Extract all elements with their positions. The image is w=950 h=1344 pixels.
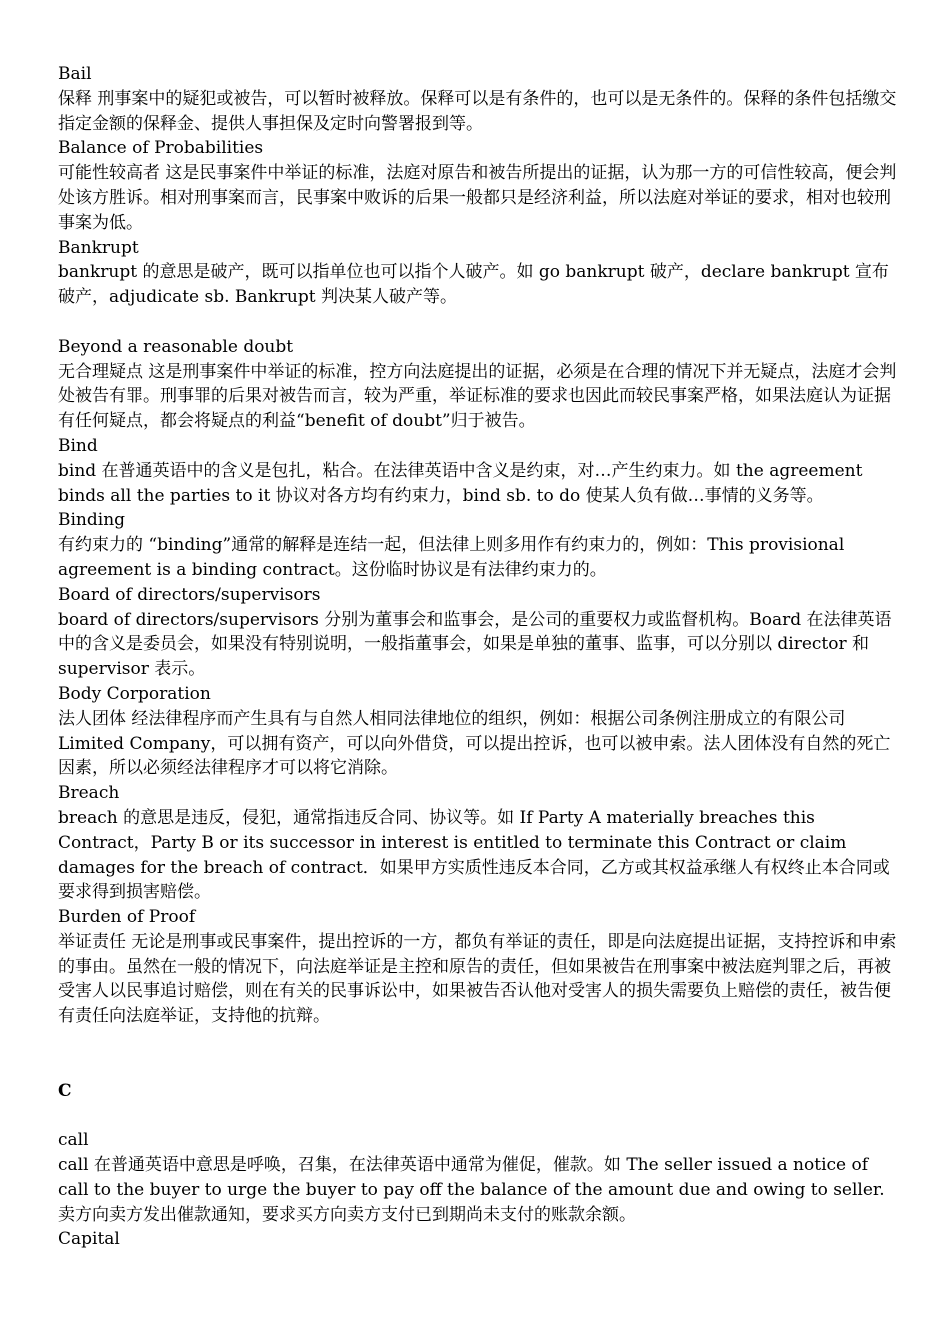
term-definition: 无合理疑点 这是刑事案件中举证的标准，控方向法庭提出的证据，必须是在合理的情况下并无疑点，法庭才会判处被告有罪。刑事罪的后果对被告而言，较为严重，举证标准的要求也因此而较民事案严格，如果法庭认为证据有任何疑点，都会将疑点的利益“benefit of doubt”归于被告。 bbox=[58, 361, 897, 432]
term-definition: 法人团体 经法律程序而产生具有与自然人相同法律地位的组织，例如：根据公司条例注册成立的有限公司 Limited Company，可以拥有资产，可以向外借贷，可以提出控诉，也可以被申索。法人团体没有自然的死亡因素，所以必须经法律程序才可以将它消除。 bbox=[58, 708, 891, 779]
term-definition: 保释 刑事案中的疑犯或被告，可以暂时被释放。保释可以是有条件的，也可以是无条件的。保释的条件包括缴交指定金额的保释金、提供人事担保及定时向警署报到等。 bbox=[58, 88, 897, 134]
term-heading: Burden of Proof bbox=[58, 907, 196, 928]
entry-capital bbox=[58, 1227, 900, 1252]
term-definition: 可能性较高者 这是民事案件中举证的标准，法庭对原告和被告所提出的证据，认为那一方的可信性较高，便会判处该方胜诉。相对刑事案而言，民事案中败诉的后果一般都只是经济利益，所以法庭对举证的要求，相对也较刑事案为低。 bbox=[58, 163, 897, 233]
blank-line bbox=[58, 1103, 900, 1128]
entry-call bbox=[58, 1128, 900, 1227]
section-heading: C bbox=[58, 1080, 72, 1101]
entry-bind bbox=[58, 434, 900, 508]
term-heading: Breach bbox=[58, 783, 120, 804]
term-heading: Beyond a reasonable doubt bbox=[58, 336, 294, 357]
term-heading: Capital bbox=[58, 1229, 120, 1250]
term-heading: Bind bbox=[58, 435, 98, 456]
term-heading: Balance of Probabilities bbox=[58, 138, 264, 159]
term-definition: bankrupt 的意思是破产，既可以指单位也可以指个人破产。如 go bankrupt 破产，declare bankrupt 宣布破产，adjudicate sb. Bankrupt 判决某人破产等。 bbox=[58, 262, 889, 308]
term-definition: board of directors/supervisors 分别为董事会和监事会，是公司的重要权力或监督机构。Board 在法律英语中的含义是委员会，如果没有特别说明，一般指董事会，如果是单独的董事、监事，可以分别以 director 和 supervisor 表示。 bbox=[58, 609, 892, 680]
entry-board-of-directors bbox=[58, 583, 900, 682]
entry-binding bbox=[58, 508, 900, 582]
section-gap bbox=[58, 1029, 900, 1079]
term-definition: breach 的意思是违反，侵犯，通常指违反合同、协议等。如 If Party A materially breaches this Contract，Party B or its successor in interest is entitled to terminate this Contract or claim damages for the breach of contract．如果甲方实质性违反本合同，乙方或其权益承继人有权终止本合同或要求得到损害赔偿。 bbox=[58, 807, 890, 903]
entry-bankrupt bbox=[58, 236, 900, 310]
term-heading: call bbox=[58, 1130, 89, 1151]
entry-body-corporation bbox=[58, 682, 900, 781]
entry-bail bbox=[58, 62, 900, 136]
term-definition: call 在普通英语中意思是呼唤，召集，在法律英语中通常为催促，催款。如 The seller issued a notice of call to the buyer to urge the buyer to pay off the balance of the amount due and owing to seller.卖方向卖方发出催款通知，要求买方向卖方支付已到期尚未支付的账款余额。 bbox=[58, 1155, 885, 1225]
term-definition: bind 在普通英语中的含义是包扎，粘合。在法律英语中含义是约束，对…产生约束力。如 the agreement binds all the parties to it 协议对各方均有约束力，bind sb. to do 使某人负有做…事情的义务等。 bbox=[58, 460, 863, 506]
term-definition: 举证责任 无论是刑事或民事案件，提出控诉的一方，都负有举证的责任，即是向法庭提出证据，支持控诉和申索的事由。虽然在一般的情况下，向法庭举证是主控和原告的责任，但如果被告在刑事案中被法庭判罪之后，再被受害人以民事追讨赔偿，则在有关的民事诉讼中，如果被告否认他对受害人的损失需要负上赔偿的责任，被告便有责任向法庭举证，支持他的抗辩。 bbox=[58, 931, 897, 1027]
entry-burden-of-proof bbox=[58, 905, 900, 1029]
term-definition: 有约束力的 “binding”通常的解释是连结一起，但法律上则多用作有约束力的，例如：This provisional agreement is a binding contract。这份临时协议是有法律约束力的。 bbox=[58, 535, 845, 580]
term-heading: Binding bbox=[58, 510, 126, 531]
term-heading: Board of directors/supervisors bbox=[58, 584, 321, 605]
entry-breach bbox=[58, 781, 900, 905]
term-heading: Bankrupt bbox=[58, 237, 139, 258]
term-heading: Body Corporation bbox=[58, 683, 211, 704]
entry-beyond-reasonable-doubt bbox=[58, 335, 900, 434]
term-heading: Bail bbox=[58, 64, 92, 84]
entry-balance-of-probabilities bbox=[58, 136, 900, 235]
blank-line bbox=[58, 310, 900, 335]
